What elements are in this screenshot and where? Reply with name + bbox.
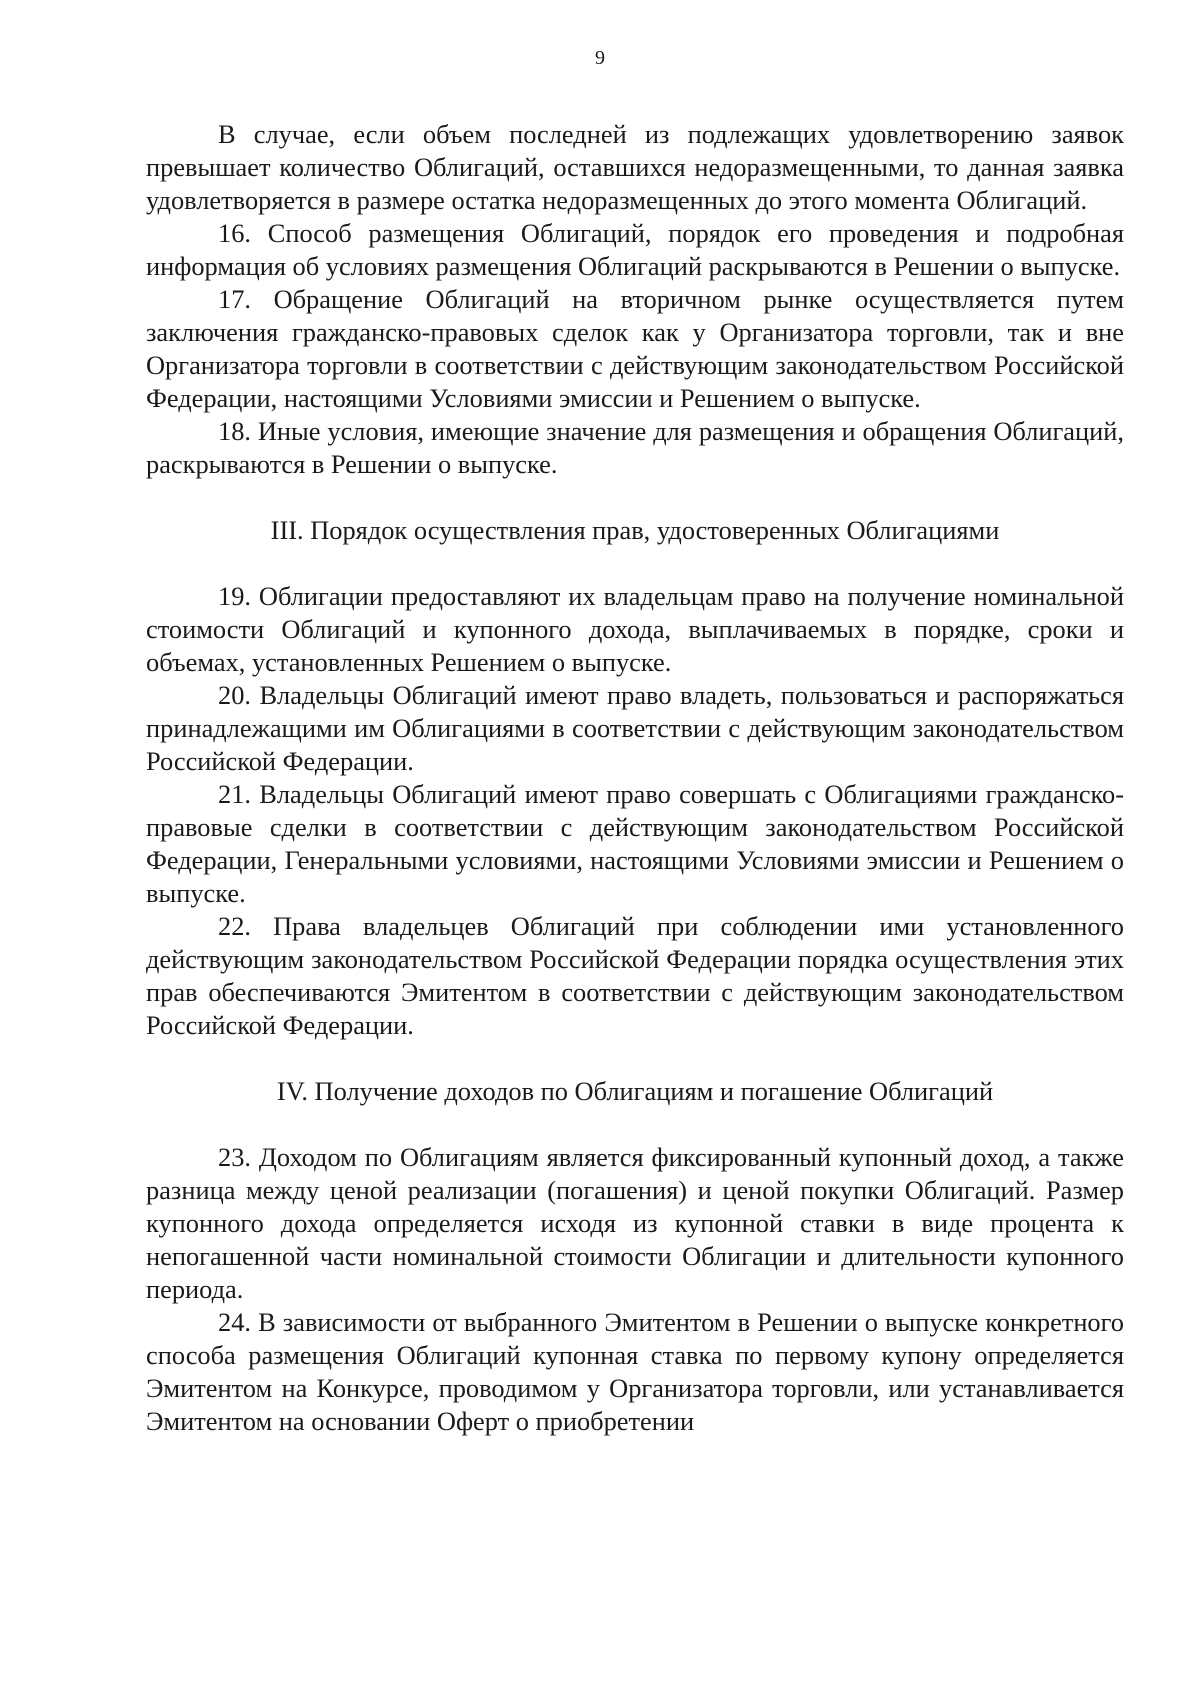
- paragraph-23: 23. Доходом по Облигациям является фиксированный купонный доход, а также разница между ценой реализации (погашения) и ценой покупки Облигаций. Размер купонного дохода определяется исходя из купонной ставки в виде процента к непогашенной части номинальной стоимости Облигации и длительности купонного периода.: [146, 1142, 1124, 1304]
- paragraph-24: 24. В зависимости от выбранного Эмитентом в Решении о выпуске конкретного способа размещения Облигаций купонная ставка по первому купону определяется Эмитентом на Конкурсе, проводимом у Организатора торговли, или устанавливается Эмитентом на основании Оферт о приобретении: [146, 1307, 1124, 1436]
- spacer: [146, 547, 1124, 580]
- paragraph-20: 20. Владельцы Облигаций имеют право владеть, пользоваться и распоряжаться принадлежащими им Облигациями в соответствии с действующим законодательством Российской Федерации.: [146, 680, 1124, 776]
- paragraph-18: 18. Иные условия, имеющие значение для размещения и обращения Облигаций, раскрываются в Решении о выпуске.: [146, 416, 1124, 479]
- spacer: [146, 1108, 1124, 1141]
- page-number: 9: [595, 47, 605, 69]
- spacer: [146, 1042, 1124, 1075]
- paragraph-remaining-bonds: В случае, если объем последней из подлежащих удовлетворению заявок превышает количество Облигаций, оставшихся недоразмещенными, то данная заявка удовлетворяется в размере остатка недоразмещенных до этого момента Облигаций.: [146, 119, 1124, 215]
- paragraph-16: 16. Способ размещения Облигаций, порядок его проведения и подробная информация об условиях размещения Облигаций раскрываются в Решении о выпуске.: [146, 218, 1124, 281]
- section-heading-iii: III. Порядок осуществления прав, удостоверенных Облигациями: [270, 515, 1000, 545]
- paragraph-19: 19. Облигации предоставляют их владельцам право на получение номинальной стоимости Облигаций и купонного дохода, выплачиваемых в порядке, сроки и объемах, установленных Решением о выпуске.: [146, 581, 1124, 677]
- paragraph-21: 21. Владельцы Облигаций имеют право совершать с Облигациями гражданско-правовые сделки в соответствии с действующим законодательством Российской Федерации, Генеральными условиями, настоящими Условиями эмиссии и Решением о выпуске.: [146, 779, 1124, 908]
- spacer: [146, 481, 1124, 514]
- document-body: [146, 118, 1124, 1438]
- section-heading-iv: IV. Получение доходов по Облигациям и погашение Облигаций: [276, 1076, 994, 1106]
- paragraph-22: 22. Права владельцев Облигаций при соблюдении ими установленного действующим законодательством Российской Федерации порядка осуществления этих прав обеспечиваются Эмитентом в соответствии с действующим законодательством Российской Федерации.: [146, 911, 1124, 1040]
- paragraph-17: 17. Обращение Облигаций на вторичном рынке осуществляется путем заключения гражданско-правовых сделок как у Организатора торговли, так и вне Организатора торговли в соответствии с действующим законодательством Российской Федерации, настоящими Условиями эмиссии и Решением о выпуске.: [146, 284, 1124, 413]
